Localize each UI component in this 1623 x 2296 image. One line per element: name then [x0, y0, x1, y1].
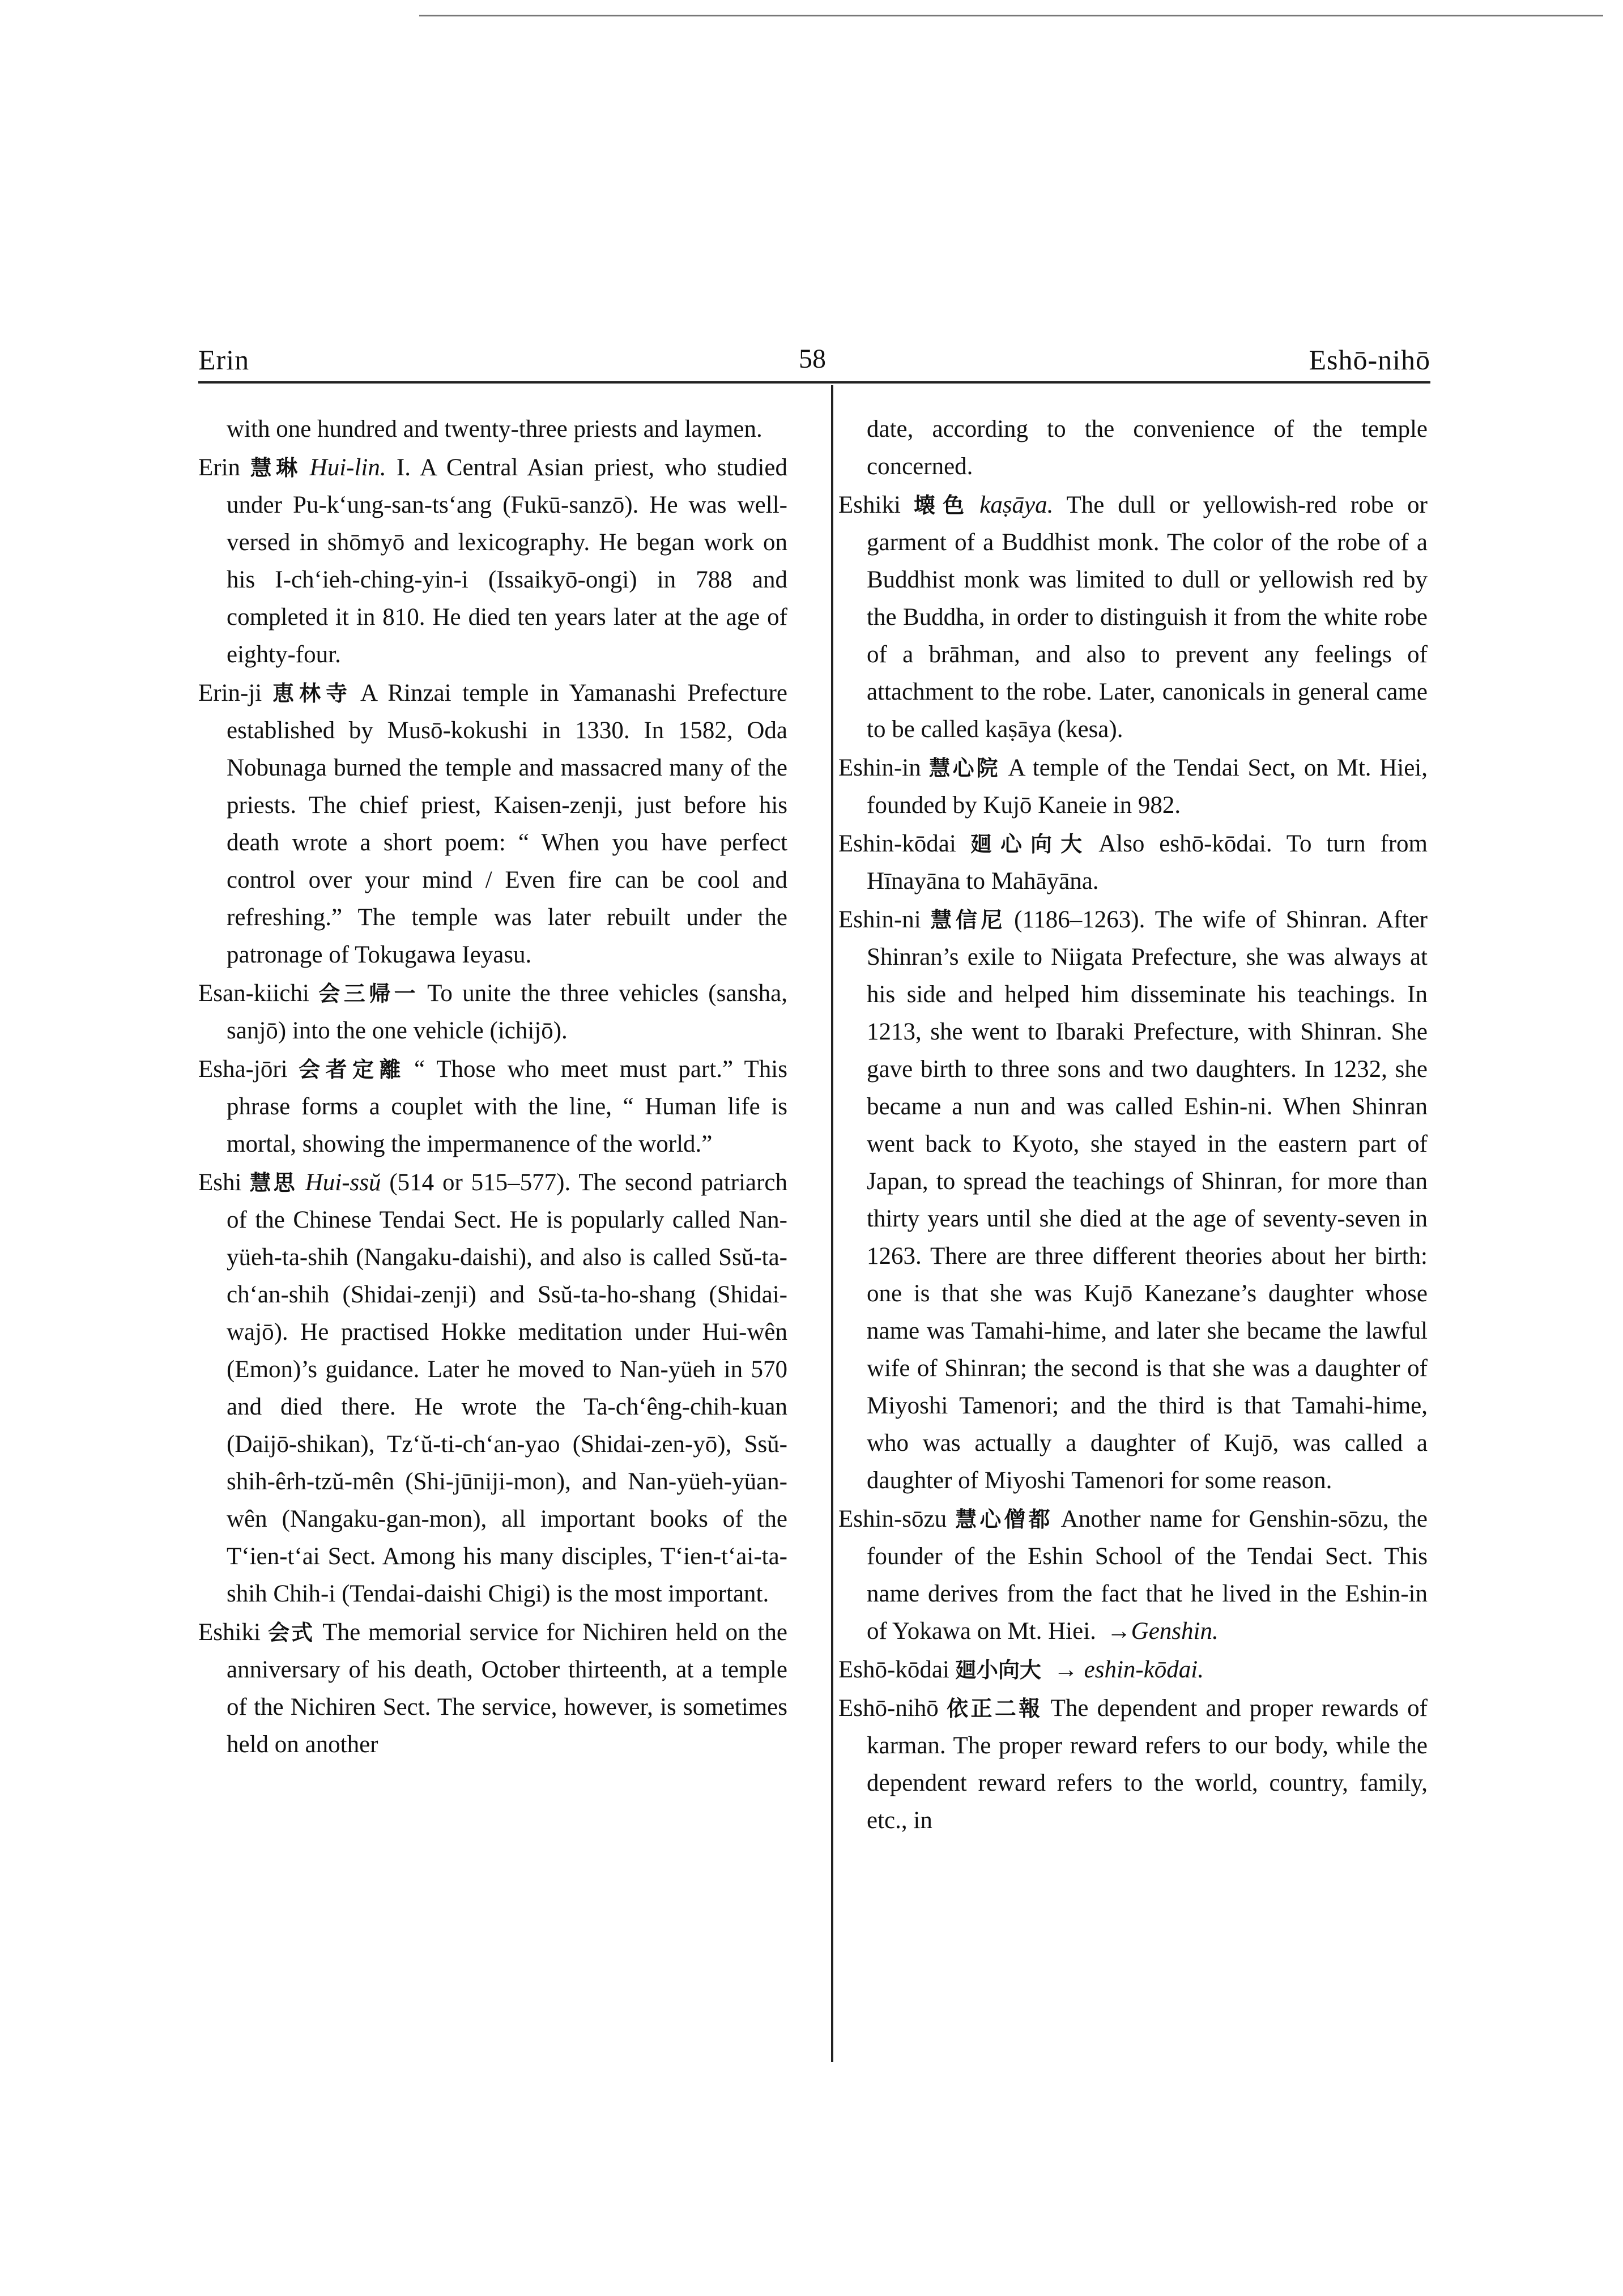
headword: Erin: [198, 454, 241, 481]
header-rule: [198, 381, 1430, 384]
kanji: 慧思: [247, 1170, 297, 1195]
definition: Also eshō-kōdai. To turn from Hīnayāna to Mahāyāna.: [867, 830, 1428, 894]
headword: Eshi: [198, 1169, 242, 1196]
entry-erin-ji: [198, 675, 787, 974]
kanji: 慧心僧都: [952, 1507, 1053, 1532]
entry-esho-kodai: [838, 1651, 1428, 1689]
kanji: 会式: [266, 1620, 315, 1645]
entry-eshin-in: [838, 749, 1428, 824]
definition: I. A Central Asian priest, who studied under Pu-kʻung-san-tsʻang (Fukū-sanzō). He was well-versed in shōmyō and lexicography. He began work on his I-chʻieh-ching-yin-i (Issaikyō-ongi) in 788 and completed it in 810. He died ten years later at the age of eighty-four.: [227, 454, 787, 668]
cross-reference: eshin-kōdai.: [1084, 1656, 1204, 1683]
page-number: 58: [799, 344, 826, 374]
definition: To unite the three vehicles (sansha, sanjō) into the one vehicle (ichijō).: [227, 980, 787, 1044]
top-edge-rule: [419, 15, 1603, 16]
entry-eshin-kodai: [838, 825, 1428, 900]
definition: Another name for Genshin-sōzu, the founder of the Eshin School of the Tendai Sect. This name derives from the fact that he lived in the Eshin-in of Yokawa on Mt. Hiei.: [867, 1506, 1428, 1645]
dictionary-page: [198, 340, 1430, 1834]
continuation-text: date, according to the convenience of the temple concerned.: [867, 416, 1428, 480]
definition: (514 or 515–577). The second patriarch of the Chinese Tendai Sect. He is popularly called Nan-yüeh-ta-shih (Nangaku-daishi), and also is called Ssŭ-ta-chʻan-shih (Shidai-zenji) and Ssŭ-ta-ho-shang (Shidai-wajō). He practised Hokke meditation under Hui-wên (Emon)’s guidance. Later he moved to Nan-yüeh in 570 and died there. He wrote the Ta-chʻêng-chih-kuan (Daijō-shikan), Tzʻŭ-ti-chʻan-yao (Shidai-zen-yō), Ssŭ-shih-êrh-tzŭ-mên (Shi-jūniji-mon), and Nan-yüeh-yüan-wên (Nangaku-gan-mon), all important books of the Tʻien-tʻai Sect. Among his many disciples, Tʻien-tʻai-ta-shih Chih-i (Tendai-daishi Chigi) is the most important.: [227, 1169, 788, 1607]
romanization: Hui-lin.: [309, 454, 386, 481]
romanization: Hui-ssŭ: [305, 1169, 381, 1196]
kanji: 依正二報: [944, 1696, 1043, 1721]
headword: Esha-jōri: [198, 1056, 288, 1083]
left-column: [198, 411, 787, 1765]
kanji: 慧信尼: [926, 908, 1007, 932]
kanji: 会三帰一: [314, 981, 420, 1006]
entry-eshin-ni: [838, 901, 1428, 1500]
page-header: [198, 340, 1430, 391]
definition: The dull or yellowish-red robe or garment of a Buddhist monk. The color of the robe of a Buddhist monk was limited to dull or yellowish red by the Buddha, in order to distinguish it from the white robe of a brāhman, and also to prevent any feelings of attachment to the robe. Later, canonicals in general came to be called kaṣāya (kesa).: [867, 492, 1428, 743]
definition: (1186–1263). The wife of Shinran. After Shinran’s exile to Niigata Prefecture, she was always at his side and helped him disseminate his teachings. In 1213, she went to Ibaraki Prefecture, with Shinran. She gave birth to three sons and two daughters. In 1232, she became a nun and was called Eshin-ni. When Shinran went back to Kyoto, she stayed in the eastern part of Japan, to spread the teachings of Shinran, for more than thirty years until she died at the age of seventy-seven in 1263. There are three different theories about her birth: one is that she was Kujō Kanezane’s daughter whose name was Tamahi-hime, and later she became the lawful wife of Shinran; the second is that she was a daughter of Miyoshi Tamenori; and the third is that Tamahi-hime, who was actually a daughter of Kujō, was called a daughter of Miyoshi Tamenori for some reason.: [867, 906, 1428, 1494]
entry-esho-niho: [838, 1690, 1428, 1839]
arrow-right-icon: →: [1053, 1656, 1078, 1683]
right-column: [838, 411, 1428, 1841]
kanji: 慧琳: [246, 455, 302, 480]
definition: A temple of the Tendai Sect, on Mt. Hiei, founded by Kujō Kaneie in 982.: [867, 755, 1428, 819]
arrow-right-icon: →: [1106, 1618, 1131, 1645]
entry-eshin-sozu: [838, 1501, 1428, 1650]
headword: Esan-kiichi: [198, 980, 309, 1007]
entry-eshiki-robe: [838, 487, 1428, 748]
kanji: 慧心院: [926, 756, 1000, 781]
header-right-guideword: Eshō-nihō: [1309, 344, 1430, 376]
headword: Eshō-kōdai: [838, 1656, 949, 1683]
entry-eshi: [198, 1164, 787, 1613]
kanji: 廻小向大: [955, 1658, 1041, 1682]
headword: Eshin-ni: [838, 906, 921, 933]
continuation-text: with one hundred and twenty-three priests and laymen.: [227, 416, 762, 442]
definition: The dependent and proper rewards of karman. The proper reward refers to our body, while the dependent reward refers to the world, country, family, etc., in: [867, 1695, 1428, 1834]
kanji: 壊色: [906, 493, 972, 518]
definition: A Rinzai temple in Yamanashi Prefecture established by Musō-kokushi in 1330. In 1582, Oda Nobunaga burned the temple and massacred many of the priests. The chief priest, Kaisen-zenji, just before his death wrote a short poem: “ When you have perfect control over your mind / Even fire can be cool and refreshing.” The temple was later rebuilt under the patronage of Tokugawa Ieyasu.: [227, 680, 787, 968]
headword: Eshō-nihō: [838, 1695, 939, 1722]
headword: Eshiki: [838, 492, 901, 518]
headword: Eshin-kōdai: [838, 830, 956, 857]
kanji: 恵林寺: [267, 681, 352, 706]
definition: “ Those who meet must part.” This phrase forms a couplet with the line, “ Human life is mortal, showing the impermanence of the world.”: [227, 1056, 787, 1157]
headword: Erin-ji: [198, 680, 262, 706]
entry-esan-kiichi: [198, 975, 787, 1050]
romanization: kaṣāya.: [979, 492, 1054, 518]
kanji: 会者定離: [293, 1057, 406, 1082]
definition: The memorial service for Nichiren held on the anniversary of his death, October thirteenth, at a temple of the Nichiren Sect. The service, however, is sometimes held on another: [227, 1619, 787, 1758]
cross-reference: Genshin.: [1131, 1618, 1219, 1645]
headword: Eshiki: [198, 1619, 261, 1646]
column-divider: [831, 385, 833, 2062]
headword: Eshin-sōzu: [838, 1506, 947, 1532]
headword: Eshin-in: [838, 755, 921, 781]
kanji: 廻心向大: [961, 832, 1091, 857]
entry-erin: [198, 449, 787, 674]
entry-esha-jori: [198, 1051, 787, 1163]
entry-eshiki-memorial: [198, 1614, 787, 1763]
header-left-guideword: Erin: [198, 344, 250, 376]
